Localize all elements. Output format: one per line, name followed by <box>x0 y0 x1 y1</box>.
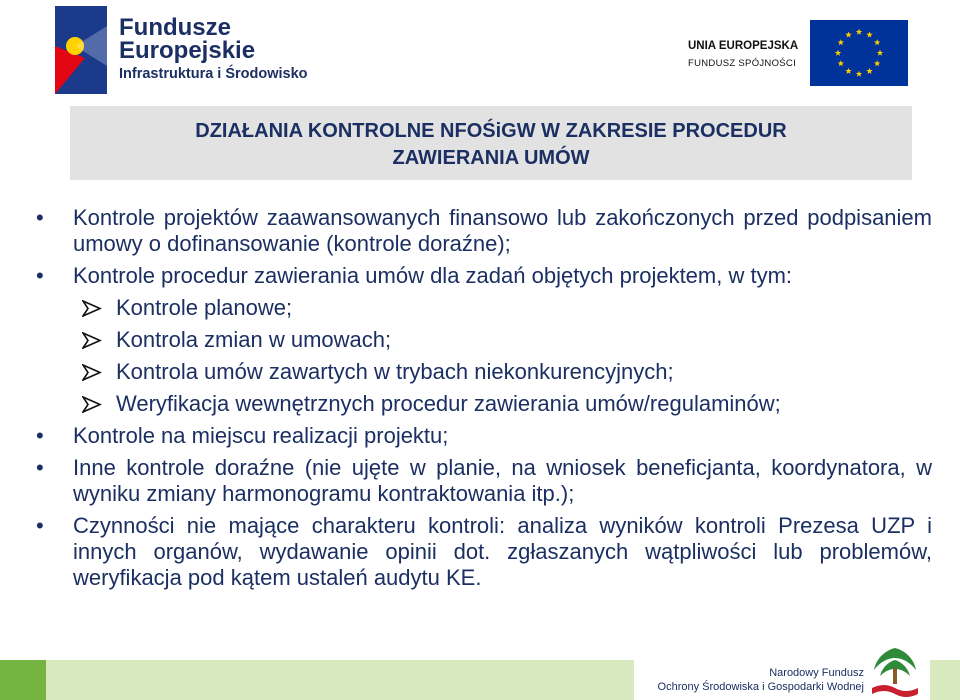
eu-star-icon <box>856 71 862 77</box>
fe-logo-line2: Europejskie <box>119 37 256 64</box>
fe-logo-line1: Fundusze <box>119 14 231 41</box>
eu-star-icon <box>856 29 862 35</box>
eu-star-icon <box>874 60 880 66</box>
eu-star-icon <box>866 31 872 37</box>
eu-logo <box>688 20 908 86</box>
title-box <box>70 106 912 180</box>
sub-list-item <box>36 295 932 321</box>
footer-accent <box>0 660 46 700</box>
arrow-bullet-icon <box>82 332 102 349</box>
eu-star-icon <box>835 50 841 56</box>
eu-star-icon <box>838 39 844 45</box>
page-title-line1: DZIAŁANIA KONTROLNE NFOŚiGW W ZAKRESIE PROCEDUR <box>195 120 787 142</box>
sub-list-item <box>36 359 932 385</box>
list-item <box>36 263 932 289</box>
arrow-bullet-icon <box>82 364 102 381</box>
list-item <box>36 205 932 257</box>
nfosigw-logo <box>634 622 930 700</box>
bullet-icon: • <box>36 205 44 230</box>
sub-list-item-text: Weryfikacja wewnętrznych procedur zawierania umów/regulaminów; <box>116 391 781 416</box>
eu-logo-line1: UNIA EUROPEJSKA <box>688 40 799 52</box>
fundusze-europejskie-logo <box>55 6 315 94</box>
eu-star-icon <box>845 68 851 74</box>
eu-flag-icon <box>810 20 908 86</box>
arrow-bullet-icon <box>82 300 102 317</box>
eu-star-icon <box>838 60 844 66</box>
sub-list-item <box>36 327 932 353</box>
arrow-bullet-icon <box>82 396 102 413</box>
eu-star-icon <box>874 39 880 45</box>
nf-logo-line2: Ochrony Środowiska i Gospodarki Wodnej <box>657 681 864 693</box>
nfosigw-emblem-icon <box>866 644 924 698</box>
list-item <box>36 423 932 449</box>
eu-star-icon <box>877 50 883 56</box>
bullet-icon: • <box>36 423 44 448</box>
list-item <box>36 455 932 507</box>
page-title-line2: ZAWIERANIA UMÓW <box>392 147 590 169</box>
fe-logo-line3: Infrastruktura i Środowisko <box>119 66 308 82</box>
bullet-icon: • <box>36 455 44 480</box>
eu-star-icon <box>845 31 851 37</box>
sub-list-item-text: Kontrole planowe; <box>116 295 293 320</box>
list-item-text: Kontrole na miejscu realizacji projektu; <box>73 423 449 448</box>
list-item-text: Kontrole projektów zaawansowanych finansowo lub zakończonych przed podpisaniem umowy o dofinansowanie (kontrole doraźne); <box>73 205 932 256</box>
bullet-icon: • <box>36 263 44 288</box>
eu-star-icon <box>866 68 872 74</box>
bullet-list <box>36 205 932 591</box>
fe-flag-icon <box>55 6 107 94</box>
list-item-text: Kontrole procedur zawierania umów dla zadań objętych projektem, w tym: <box>73 263 793 288</box>
list-item <box>36 513 932 591</box>
sub-list-item <box>36 391 932 417</box>
sub-list-item-text: Kontrola zmian w umowach; <box>116 327 392 352</box>
bullet-icon: • <box>36 513 44 538</box>
sub-list-item-text: Kontrola umów zawartych w trybach niekonkurencyjnych; <box>116 359 674 384</box>
nf-logo-line1: Narodowy Fundusz <box>769 667 864 679</box>
eu-logo-line2: FUNDUSZ SPÓJNOŚCI <box>688 58 797 69</box>
list-item-text: Czynności nie mające charakteru kontroli: analiza wyników kontroli Prezesa UZP i innych organów, wydawanie opinii dot. zgłaszanych wątpliwości lub problemów, weryfikacja pod kątem ustaleń audytu KE. <box>73 513 932 590</box>
list-item-text: Inne kontrole doraźne (nie ujęte w planie, na wniosek beneficjanta, koordynatora, w wyniku zmiany harmonogramu kontraktowania itp.); <box>73 455 932 506</box>
